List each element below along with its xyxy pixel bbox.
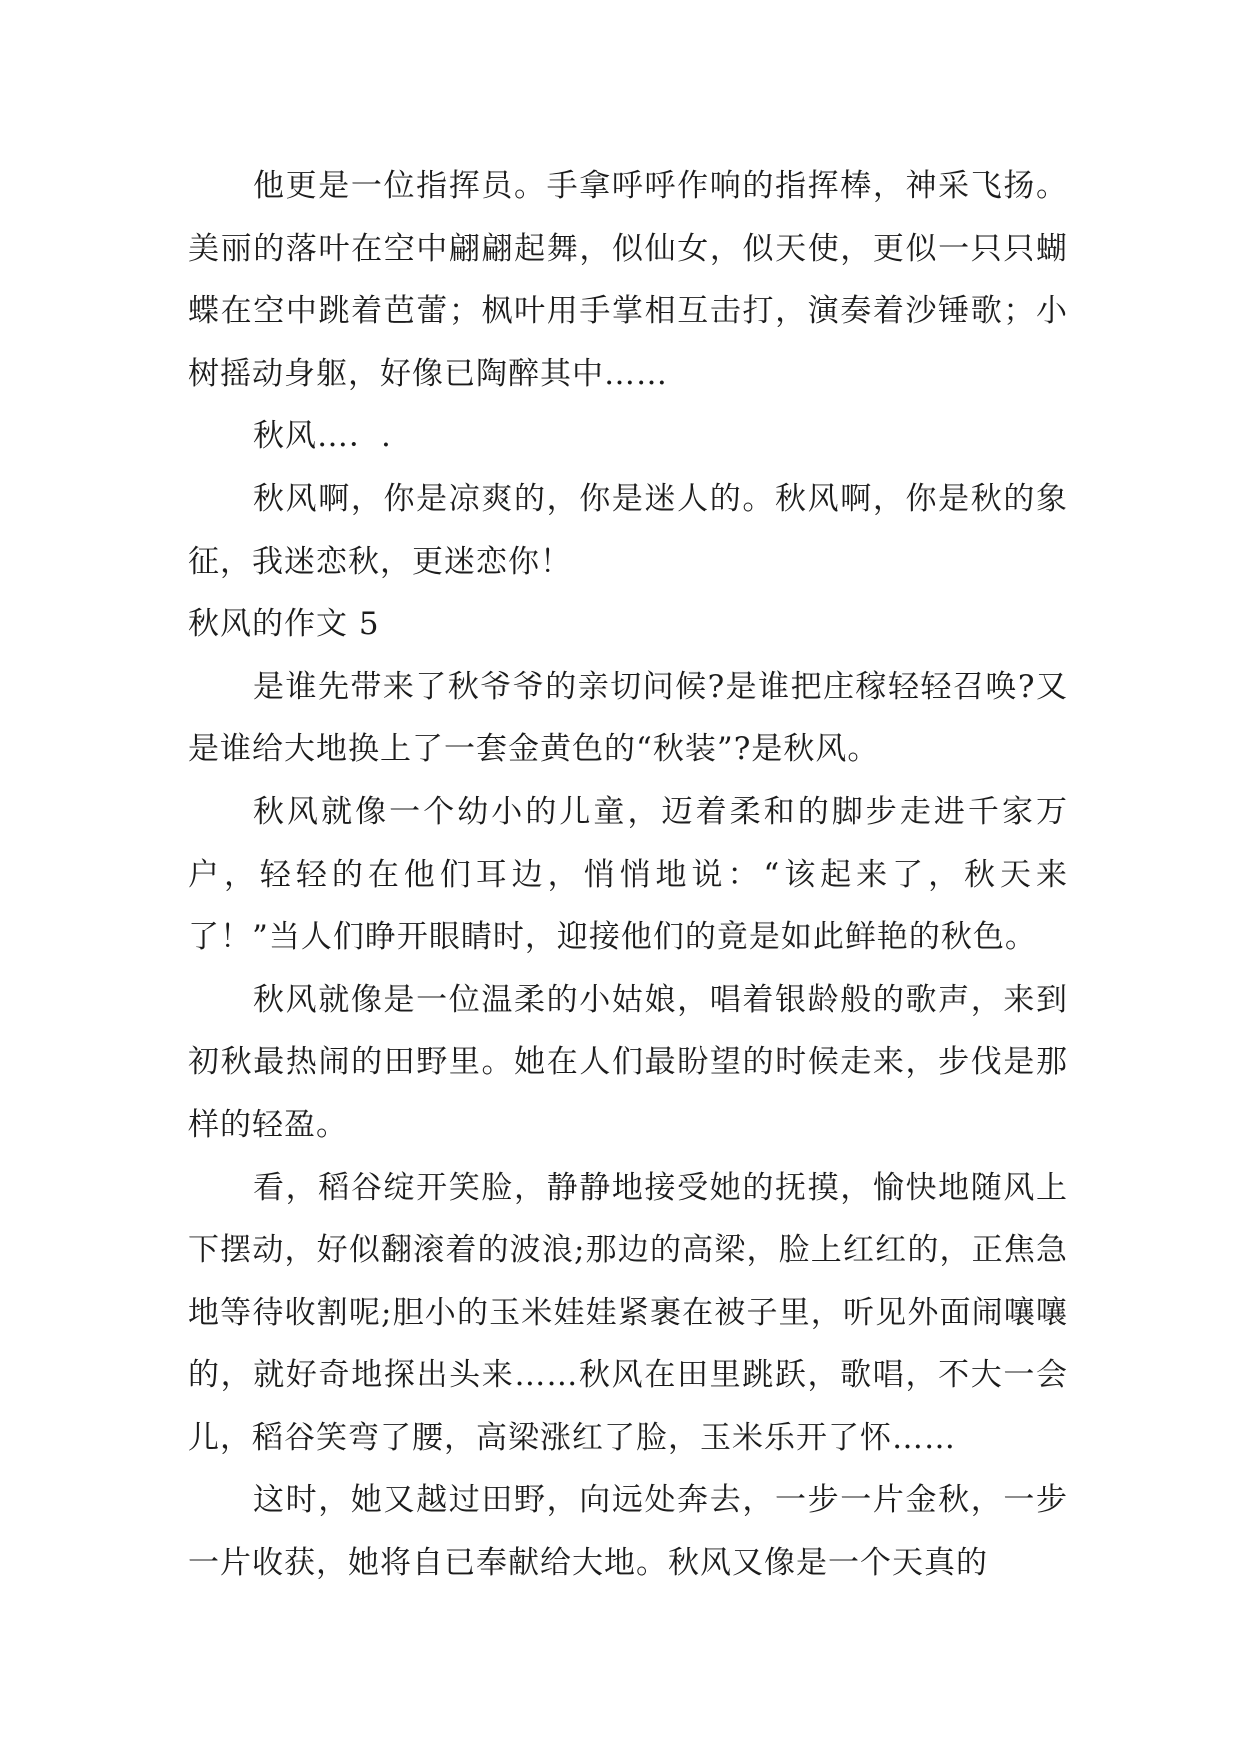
paragraph-autumn-wind-ellipsis: 秋风…．. — [253, 418, 392, 455]
paragraph-who-brought: 是谁先带来了秋爷爷的亲切问候?是谁把庄稼轻轻召唤?又是谁给大地换上了一套金黄色的“秋装”?是秋风。 — [188, 668, 1068, 768]
paragraph-fields: 看，稻谷绽开笑脸，静静地接受她的抚摸，愉快地随风上下摆动，好似翻滚着的波浪;那边的高梁，脸上红红的，正焦急地等待收割呢;胆小的玉米娃娃紧裹在被子里，听见外面闹嚷嚷的，就好奇地探出头来……秋风在田里跳跃，歌唱，不大一会儿，稻谷笑弯了腰，高梁涨红了脸，玉米乐开了怀…… — [188, 1169, 1068, 1456]
paragraph-child: 秋风就像一个幼小的儿童，迈着柔和的脚步走进千家万户，轻轻的在他们耳边，悄悄地说：“该起来了，秋天来了！”当人们睁开眼睛时，迎接他们的竟是如此鲜艳的秋色。 — [188, 793, 1068, 956]
paragraph-beyond-fields: 这时，她又越过田野，向远处奔去，一步一片金秋，一步一片收获，她将自已奉献给大地。秋风又像是一个天真的 — [188, 1482, 1068, 1582]
document-body — [188, 155, 1068, 1595]
paragraph-autumn-wind-praise: 秋风啊，你是凉爽的，你是迷人的。秋风啊，你是秋的象征，我迷恋秋，更迷恋你！ — [188, 480, 1068, 580]
essay-title: 秋风的作文 5 — [188, 606, 380, 643]
paragraph-conductor: 他更是一位指挥员。手拿呼呼作响的指挥棒，神采飞扬。美丽的落叶在空中翩翩起舞，似仙女，似天使，更似一只只蝴蝶在空中跳着芭蕾；枫叶用手掌相互击打，演奏着沙锤歌；小树摇动身躯，好像已陶醉其中…… — [188, 168, 1068, 392]
paragraph-girl: 秋风就像是一位温柔的小姑娘，唱着银龄般的歌声，来到初秋最热闹的田野里。她在人们最盼望的时候走来，步伐是那样的轻盈。 — [188, 981, 1068, 1143]
